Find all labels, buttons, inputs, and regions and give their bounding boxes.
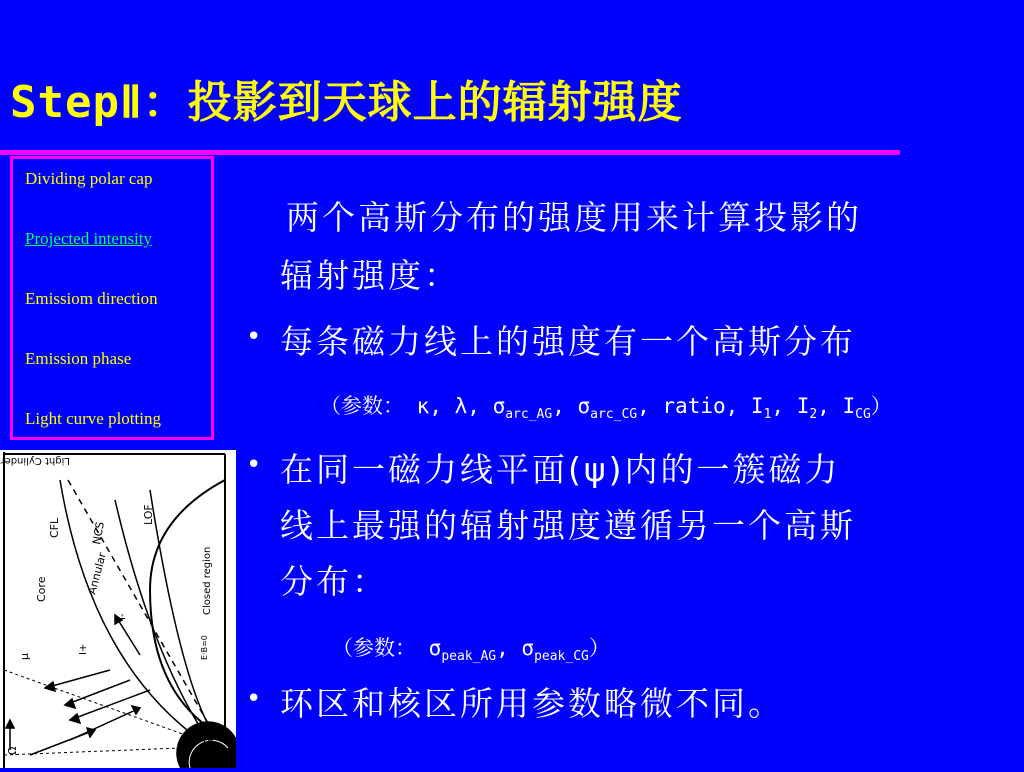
nav-item-emission-phase[interactable]: Emission phase	[25, 349, 132, 368]
core-label: Core	[35, 576, 48, 602]
cfl-label: CFL	[48, 517, 61, 538]
eb-label: E·B=0	[200, 635, 209, 660]
ns-label: NS	[202, 738, 216, 755]
nav-item-projected-intensity[interactable]: Projected intensity	[25, 229, 153, 248]
nav-item-emission-direction[interactable]: Emissiom direction	[25, 289, 158, 308]
omega-label: Ω	[6, 746, 19, 755]
bullet-2-line-1: 在同一磁力线平面(ψ)内的一簇磁力	[280, 450, 841, 489]
params-1: （参数： κ, λ, $\sigma_{arc\_AG}$, $\sigma_{arc\_CG}$, ratio, $I_1$, $I_2$, $I_{CG}$）	[320, 394, 892, 423]
bullet-2-line-3: 分布：	[280, 562, 388, 601]
intro-line-1: 两个高斯分布的强度用来计算投影的	[286, 198, 862, 237]
params-2: （参数： $\sigma_{peak\_AG}$, $\sigma_{peak\_CG}$）	[332, 636, 610, 665]
nav-item-dividing-polar-cap[interactable]: Dividing polar cap	[25, 169, 153, 188]
bullet-2-line-2: 线上最强的辐射强度遵循另一个高斯	[280, 506, 856, 545]
slide-title: StepⅡ：投影到天球上的辐射强度	[10, 77, 683, 128]
nav-item-light-curve-plotting[interactable]: Light curve plotting	[25, 409, 161, 428]
ncs-label: NCS	[90, 520, 107, 546]
section-nav	[10, 156, 214, 440]
lof-label: LOF	[142, 504, 155, 525]
intro-line-2: 辐射强度：	[280, 256, 460, 295]
cfl-line	[60, 480, 200, 740]
annular-label: Annular	[85, 551, 109, 596]
magnetosphere-diagram	[0, 450, 236, 768]
closed-region-label: Closed region	[202, 546, 213, 615]
null-charge-surface	[68, 480, 212, 730]
bullet-marker: •	[246, 322, 262, 352]
bullet-1-text: 每条磁力线上的强度有一个高斯分布	[280, 322, 856, 361]
i-plus-label: I+	[78, 643, 89, 655]
bullet-marker: •	[246, 684, 262, 714]
light-cylinder-label: Light Cylinder	[0, 455, 70, 466]
i-minus-label: I-	[117, 613, 128, 620]
bullet-marker: •	[246, 450, 262, 480]
title-divider	[0, 150, 900, 155]
mu-label: μ	[18, 653, 31, 660]
bullet-3-text: 环区和核区所用参数略微不同。	[280, 684, 784, 723]
magnetosphere-figure	[0, 450, 236, 768]
